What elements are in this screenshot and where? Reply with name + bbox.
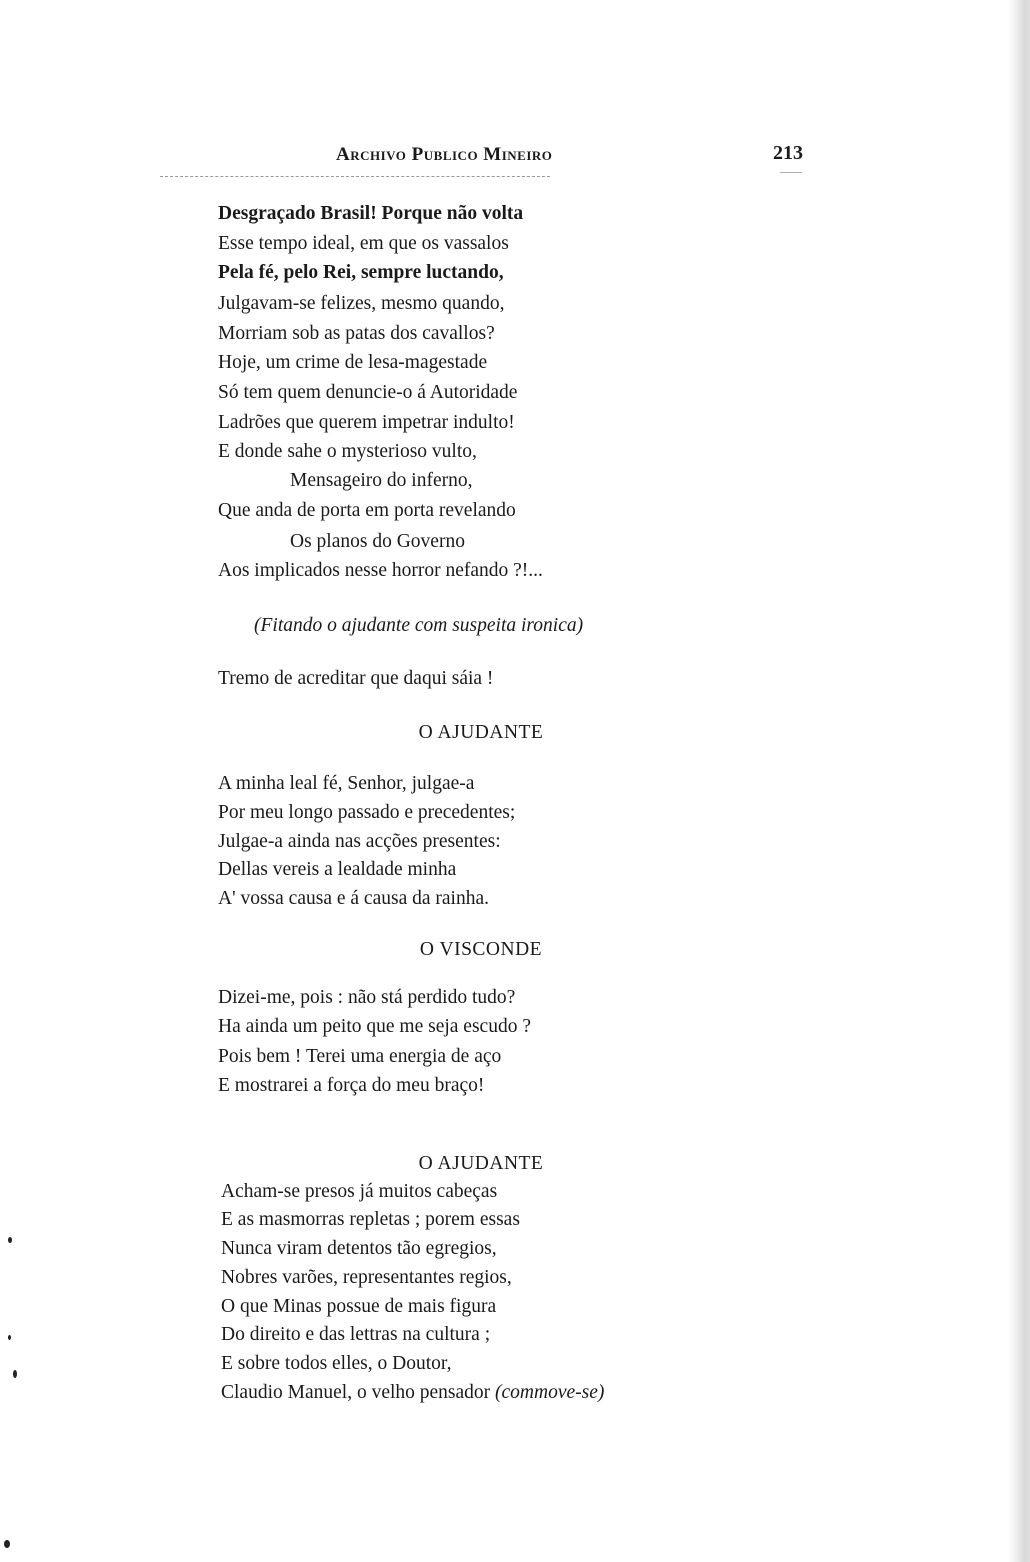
- verse-line: Mensageiro do inferno,: [290, 470, 473, 491]
- margin-speck: [13, 1370, 17, 1378]
- verse-line: Pois bem ! Terei uma energia de aço: [218, 1046, 502, 1067]
- verse-line: O que Minas possue de mais figura: [221, 1296, 497, 1317]
- verse-line: Julgavam-se felizes, mesmo quando,: [218, 293, 505, 314]
- verse-line: E mostrarei a força do meu braço!: [218, 1075, 485, 1096]
- verse-line: Tremo de acreditar que daqui sáia !: [218, 668, 494, 689]
- verse-line: Os planos do Governo: [290, 531, 465, 552]
- verse-line: Ha ainda um peito que me seja escudo ?: [218, 1016, 531, 1037]
- speaker-label: O AJUDANTE: [418, 1153, 544, 1174]
- speaker-name: [0, 939, 1030, 961]
- header-rule-short: [780, 172, 802, 173]
- verse-line: A minha leal fé, Senhor, julgae-a: [218, 773, 475, 794]
- verse-line: Nobres varões, representantes regios,: [221, 1267, 512, 1288]
- verse-line: Dellas vereis a lealdade minha: [218, 859, 457, 880]
- verse-line: Só tem quem denuncie-o á Autoridade: [218, 382, 518, 403]
- margin-speck: [8, 1335, 11, 1340]
- verse-line: A' vossa causa e á causa da rainha.: [218, 888, 489, 909]
- verse-line: Desgraçado Brasil! Porque não volta: [218, 203, 524, 224]
- running-title: Archivo Publico Mineiro: [336, 144, 553, 165]
- verse-line: Hoje, um crime de lesa-magestade: [218, 352, 488, 373]
- speaker-name: [0, 722, 1030, 744]
- verse-line: Julgae-a ainda nas acções presentes:: [218, 831, 501, 852]
- stage-direction: (commove-se): [495, 1382, 605, 1403]
- verse-line: Dizei-me, pois : não stá perdido tudo?: [218, 987, 516, 1008]
- speaker-label: O VISCONDE: [419, 939, 543, 960]
- header-rule: [160, 176, 550, 177]
- verse-line: Pela fé, pelo Rei, sempre luctando,: [218, 262, 504, 283]
- verse-line: E donde sahe o mysterioso vulto,: [218, 441, 477, 462]
- verse-line: Acham-se presos já muitos cabeças: [221, 1181, 498, 1202]
- verse-line: [221, 1381, 604, 1405]
- verse-line: E as masmorras repletas ; porem essas: [221, 1209, 520, 1230]
- page-edge-shadow: [1008, 0, 1030, 1562]
- speaker-label: O AJUDANTE: [418, 722, 544, 743]
- speaker-name: [0, 1153, 1030, 1175]
- margin-speck: [4, 1540, 10, 1548]
- page-header: [0, 140, 1030, 170]
- verse-line: Por meu longo passado e precedentes;: [218, 802, 516, 823]
- verse-line: Do direito e das lettras na cultura ;: [221, 1324, 491, 1345]
- verse-line: Que anda de porta em porta revelando: [218, 500, 516, 521]
- page-number: 213: [773, 142, 803, 164]
- verse-line: E sobre todos elles, o Doutor,: [221, 1353, 452, 1374]
- stage-direction: (Fitando o ajudante com suspeita ironica): [254, 615, 584, 636]
- verse-line: Morriam sob as patas dos cavallos?: [218, 323, 495, 344]
- verse-line: Ladrões que querem impetrar indulto!: [218, 412, 515, 433]
- margin-speck: [8, 1237, 12, 1243]
- verse-line: Aos implicados nesse horror nefando ?!...: [218, 560, 543, 581]
- verse-line: Nunca viram detentos tão egregios,: [221, 1238, 497, 1259]
- verse-line: Esse tempo ideal, em que os vassalos: [218, 233, 509, 254]
- verse-line-text: Claudio Manuel, o velho pensador: [221, 1382, 491, 1403]
